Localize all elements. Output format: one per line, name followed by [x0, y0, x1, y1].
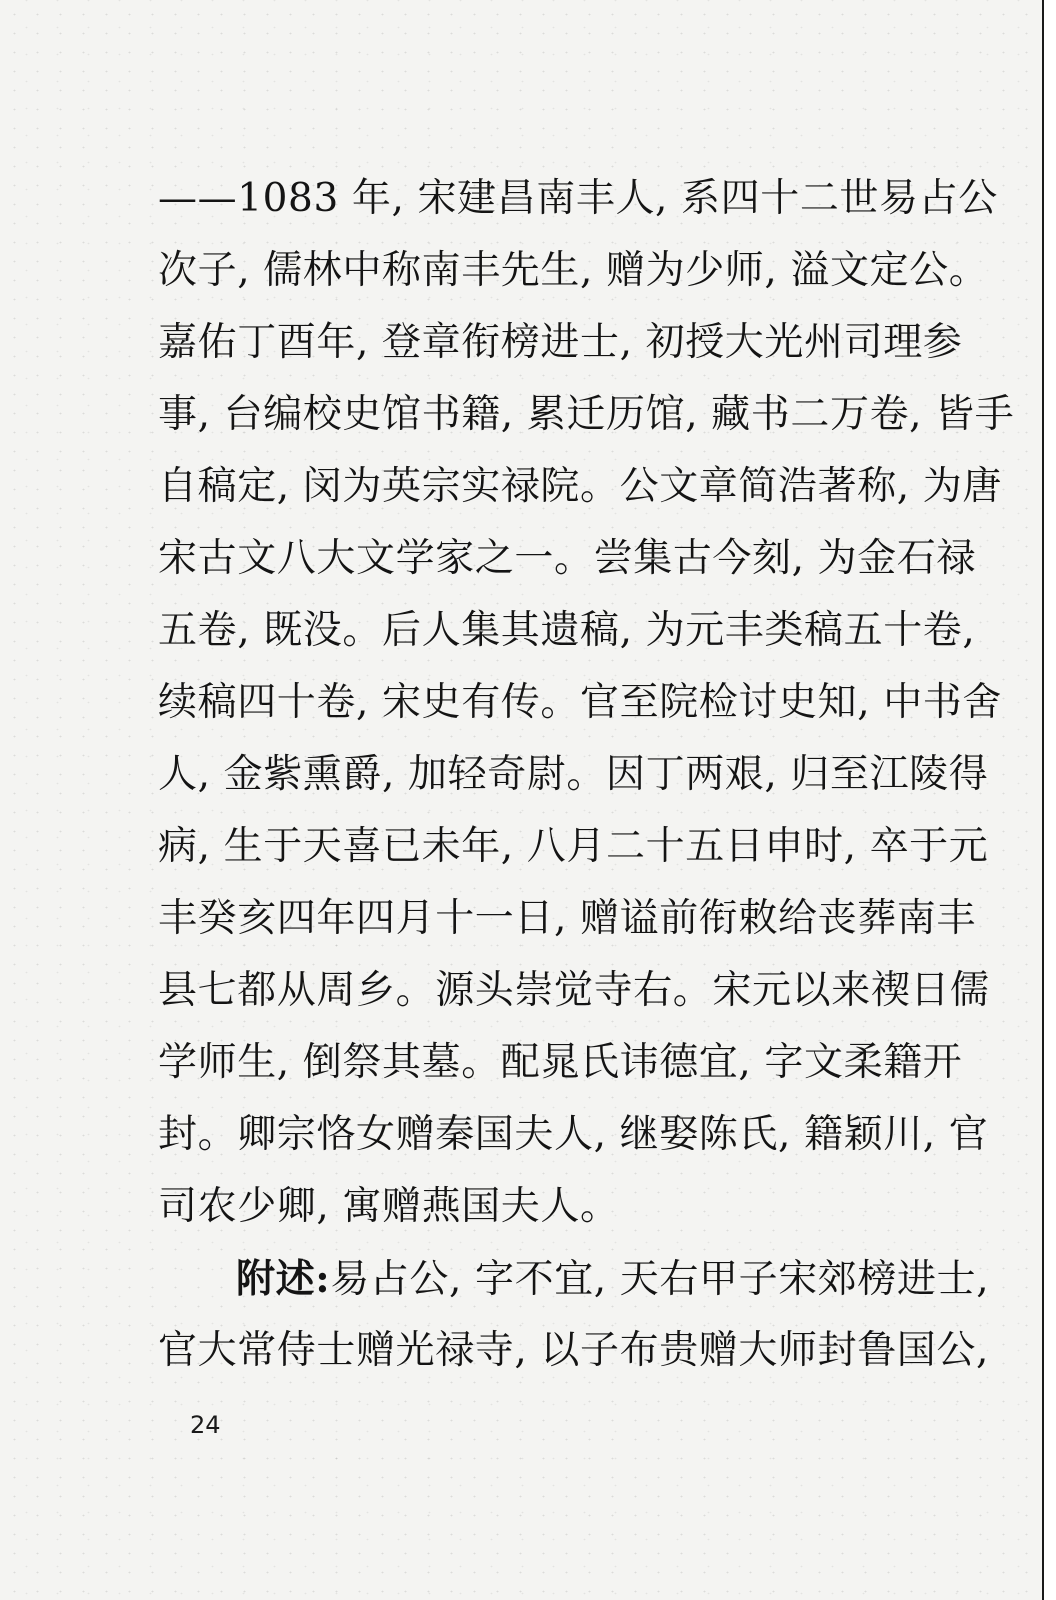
text-line: 病, 生于天喜已未年, 八月二十五日申时, 卒于元 — [158, 824, 989, 869]
text-line: 嘉佑丁酉年, 登章衔榜进士, 初授大光州司理参 — [158, 320, 963, 365]
text-line: 续稿四十卷, 宋史有传。官至院检讨史知, 中书舍 — [158, 680, 1002, 725]
text-line: 官大常侍士赠光禄寺, 以子布贵赠大师封鲁国公, — [158, 1328, 989, 1373]
text-line: 次子, 儒林中称南丰先生, 赠为少师, 溢文定公。 — [158, 248, 989, 293]
page-edge — [1042, 0, 1056, 1600]
text-line: 县七都从周乡。源头崇觉寺右。宋元以来禊日儒 — [158, 968, 990, 1013]
appendix-label: 附述: — [236, 1256, 331, 1302]
appendix-line — [158, 1258, 988, 1330]
text-line: 人, 金紫熏爵, 加轻奇尉。因丁两艰, 归至江陵得 — [158, 752, 989, 797]
body-text — [158, 176, 1015, 1402]
text-line: 封。卿宗恪女赠秦国夫人, 继娶陈氏, 籍颖川, 官 — [158, 1112, 989, 1157]
page-number: 24 — [190, 1411, 221, 1439]
text-line: 丰癸亥四年四月十一日, 赠谥前衔敕给丧葬南丰 — [158, 896, 976, 941]
text-line: ——1083 年, 宋建昌南丰人, 系四十二世易占公 — [158, 176, 998, 221]
appendix-text: 易占公, 字不宜, 天右甲子宋郊榜进士, — [330, 1257, 990, 1302]
text-line: 宋古文八大文学家之一。尝集古今刻, 为金石禄 — [158, 536, 976, 581]
text-line: 司农少卿, 寓赠燕国夫人。 — [158, 1184, 620, 1229]
text-line: 自稿定, 闵为英宗实禄院。公文章简浩著称, 为唐 — [158, 464, 1002, 509]
text-line: 学师生, 倒祭其墓。配晁氏讳德宜, 字文柔籍开 — [158, 1040, 963, 1085]
text-line: 事, 台编校史馆书籍, 累迁历馆, 藏书二万卷, 皆手 — [158, 392, 1015, 437]
text-line: 五卷, 既没。后人集其遗稿, 为元丰类稿五十卷, — [158, 608, 976, 653]
